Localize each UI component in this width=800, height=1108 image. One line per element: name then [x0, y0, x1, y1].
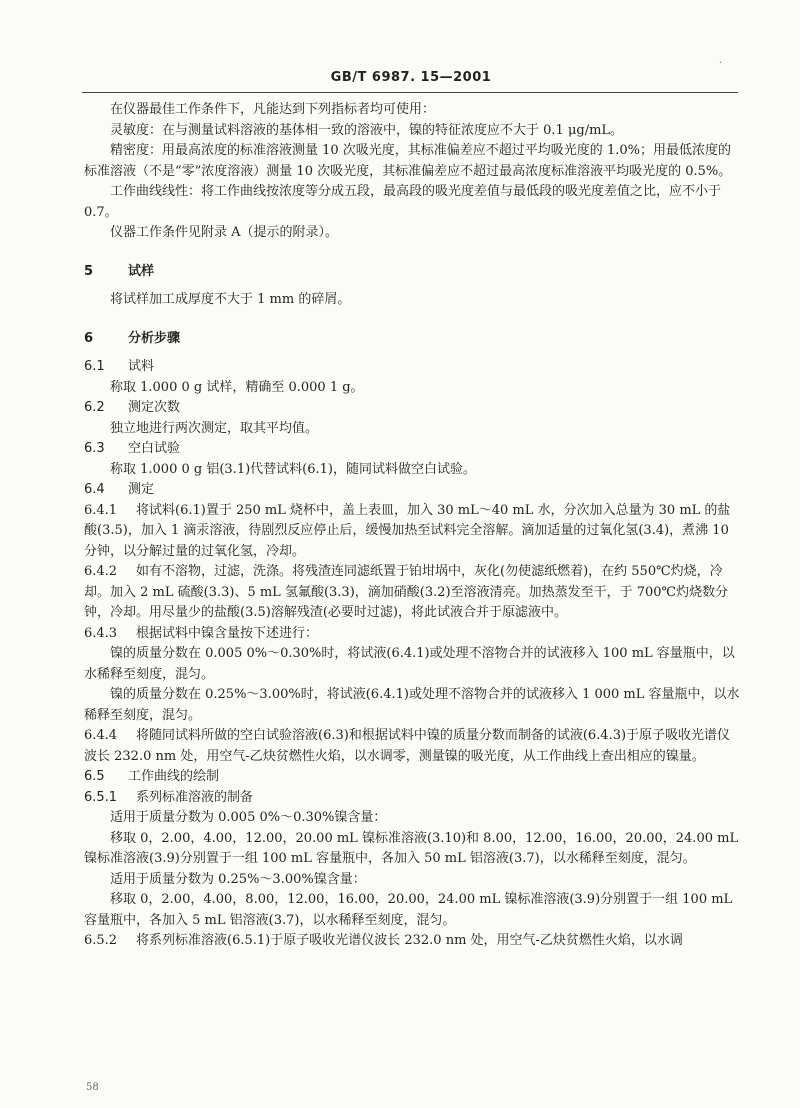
clause-6-4-3-case-b: 镍的质量分数在 0.25%～3.00%时，将试液(6.4.1)或处理不溶物合并的试液移入 1 000 mL 容量瓶中，以水稀释至刻度，混匀。 — [84, 687, 740, 723]
clause-6-4-4: 6.4.4 将随同试料所做的空白试验溶液(6.3)和根据试料中镍的质量分数而制备的试液(6.4.3)于原子吸收光谱仪波长 232.0 nm 处，用空气-乙炔贫燃性火焰，以水调零，测量镍的吸光度，从工作曲线上查出相应的镍量。 — [84, 728, 731, 764]
clause-6-5-1-heading: 6.5.1 系列标准溶液的制备 — [84, 789, 254, 805]
subsection-6-1-text: 称取 1.000 0 g 试样，精确至 0.000 1 g。 — [110, 379, 364, 395]
subsection-heading-6-1: 6.1 试料 — [84, 359, 155, 374]
scan-mark: · — [718, 58, 722, 69]
clause-6-5-1-range-b: 适用于质量分数为 0.25%～3.00%镍含量： — [110, 871, 366, 887]
section-5-text: 将试样加工成厚度不大于 1 mm 的碎屑。 — [110, 292, 351, 307]
paragraph: 灵敏度：在与测量试料溶液的基体相一致的溶液中，镍的特征浓度应不大于 0.1 μg/mL。 — [110, 122, 624, 138]
clause-6-4-1: 6.4.1 将试料(6.1)置于 250 mL 烧杯中，盖上表皿，加入 30 mL～40 mL 水，分次加入总量为 30 mL 的盐酸(3.5)，加入 1 滴汞溶液，待剧烈反应停止后，缓慢加热至试料完全溶解。滴加适量的过氧化氢(3.4)，煮沸 10 分钟，以分解过量的过氧化氢，冷却。 — [84, 502, 731, 559]
page-number: 58 — [86, 1082, 99, 1093]
paragraph: 工作曲线线性：将工作曲线按浓度等分成五段，最高段的吸光度差值与最低段的吸光度差值之比，应不小于 0.7。 — [84, 184, 722, 220]
clause-6-4-2: 6.4.2 如有不溶物，过滤，洗涤。将残渣连同滤纸置于铂坩埚中，灰化(勿使滤纸燃着)，在约 550℃灼烧，冷却。加入 2 mL 硫酸(3.3)、5 mL 氢氟酸(3.3)，滴加硝酸(3.2)至溶液清亮。加热蒸发至干，于 700℃灼烧数分钟，冷却。用尽量少的盐酸(3.5)溶解残渣(必要时过滤)，将此试液合并于原滤液中。 — [84, 564, 729, 620]
subsection-6-3-text: 称取 1.000 0 g 铝(3.1)代替试料(6.1)，随同试料做空白试验。 — [110, 461, 476, 477]
clause-6-5-1-range-a: 适用于质量分数为 0.005 0%～0.30%镍含量： — [110, 810, 387, 825]
clause-6-5-1-procedure-b: 移取 0，2.00，4.00，8.00，12.00，16.00，20.00，24.00 mL 镍标准溶液(3.9)分别置于一组 100 mL 容量瓶中，各加入 5 mL 铝溶液(3.7)，以水稀释至刻度，混匀。 — [84, 892, 733, 928]
subsection-heading-6-4: 6.4 测定 — [84, 482, 155, 497]
clause-6-5-2: 6.5.2 将系列标准溶液(6.5.1)于原子吸收光谱仪波长 232.0 nm 处，用空气-乙炔贫燃性火焰，以水调 — [84, 933, 683, 948]
clause-6-5-1-procedure-a: 移取 0，2.00，4.00，12.00，20.00 mL 镍标准溶液(3.10)和 8.00，12.00，16.00，20.00，24.00 mL 镍标准溶液(3.9)分别置于一组 100 mL 容量瓶中，各加入 50 mL 铝溶液(3.7)，以水稀释至刻度，混匀。 — [84, 830, 739, 866]
section-heading-6: 6 分析步骤 — [84, 330, 181, 346]
standard-number-header: GB/T 6987. 15—2001 — [330, 70, 492, 85]
subsection-6-2-text: 独立地进行两次测定，取其平均值。 — [110, 420, 319, 436]
paragraph: 仪器工作条件见附录 A（提示的附录）。 — [110, 225, 339, 240]
clause-6-4-3-case-a: 镍的质量分数在 0.005 0%～0.30%时，将试液(6.4.1)或处理不溶物合并的试液移入 100 mL 容量瓶中，以水稀释至刻度，混匀。 — [84, 646, 735, 682]
header-rule — [82, 92, 738, 93]
paragraph: 在仪器最佳工作条件下，凡能达到下列指标者均可使用： — [110, 102, 436, 117]
paragraph: 精密度：用最高浓度的标准溶液测量 10 次吸光度，其标准偏差应不超过平均吸光度的 1.0%；用最低浓度的标准溶液（不是“零”浓度溶液）测量 10 次吸光度，其标准偏差应不超过最高浓度标准溶液平均吸光度的 0.5%。 — [84, 143, 732, 179]
section-heading-5: 5 试样 — [84, 263, 155, 279]
clause-6-4-3: 6.4.3 根据试料中镍含量按下述进行： — [84, 625, 319, 641]
subsection-heading-6-5: 6.5 工作曲线的绘制 — [84, 769, 220, 784]
document-body — [84, 100, 742, 952]
subsection-heading-6-3: 6.3 空白试验 — [84, 441, 181, 456]
subsection-heading-6-2: 6.2 测定次数 — [84, 400, 181, 415]
